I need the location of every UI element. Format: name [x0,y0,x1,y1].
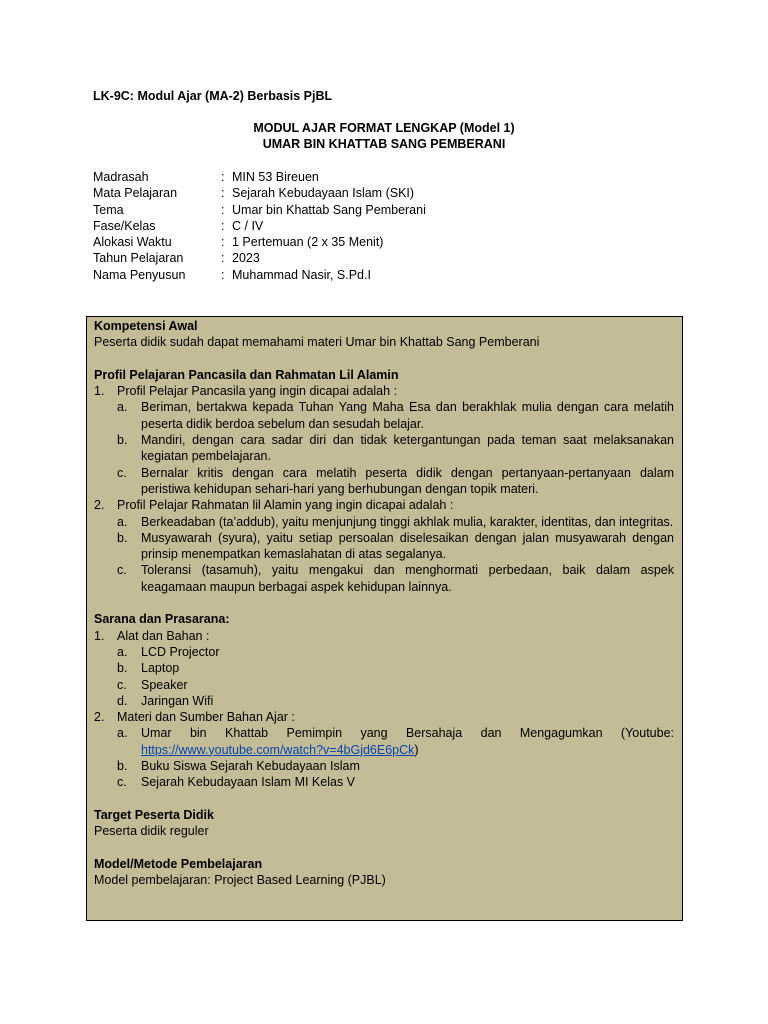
identity-key: Nama Penyusun [93,267,186,282]
identity-key: Madrasah [93,170,149,184]
list-item [94,628,674,644]
document-title [0,120,768,153]
section-heading-sarana: Sarana dan Prasarana: [94,612,230,627]
identity-value: Umar bin Khattab Sang Pemberani [232,202,426,217]
list-item-text: Materi dan Sumber Bahan Ajar : [117,710,295,725]
identity-separator: : [221,218,225,233]
sub-list-letter: c. [117,465,127,480]
sub-list-text: Beriman, bertakwa kepada Tuhan Yang Maha Esa dan berakhlak mulia dengan cara melatih peserta didik berdoa sebelum dan sesudah belajar. [141,400,674,431]
identity-row-author [93,267,426,283]
identity-separator: : [221,267,225,282]
list-item [94,497,674,513]
sub-list-text: Sejarah Kebudayaan Islam MI Kelas V [141,775,356,790]
sub-list-letter: a. [117,726,128,741]
sub-list-letter: b. [117,530,128,545]
sub-list-text: Bernalar kritis dengan cara melatih peserta didik dengan pertanyaan-pertanyaan dalam peristiwa kehidupan sehari-hari yang berhubungan dengan topik materi. [141,465,674,496]
identity-separator: : [221,251,225,266]
identity-row-school-year [93,250,426,266]
kompetensi-text: Peserta didik sudah dapat memahami materi Umar bin Khattab Sang Pemberani [94,335,540,350]
sub-list-letter: b. [117,661,128,676]
list-item [94,709,674,725]
sub-list-text: Mandiri, dengan cara sadar diri dan tidak ketergantungan pada teman saat melaksanakan kegiatan pembelajaran. [141,433,674,464]
sub-list-item [94,677,674,693]
identity-row-theme [93,202,426,218]
youtube-link[interactable]: https://www.youtube.com/watch?v=4bGjd6E6pCk [141,742,415,757]
resource-text: Umar bin Khattab Pemimpin yang Bersahaja dan Mengagumkan (Youtube: [141,726,674,741]
document-label: LK-9C: Modul Ajar (MA-2) Berbasis PjBL [93,89,333,103]
sub-list-letter: a. [117,514,128,529]
section-heading-target: Target Peserta Didik [94,807,214,822]
identity-key: Tema [93,202,124,217]
sub-list-text: Berkeadaban (ta’addub), yaitu menjunjung tinggi akhlak mulia, karakter, identitas, dan integritas. [141,514,674,529]
identity-value: C / IV [232,218,264,233]
sub-list-text: Jaringan Wifi [141,693,214,708]
sub-list-text: Speaker [141,677,188,692]
sub-list-item [94,725,674,758]
sub-list-text: LCD Projector [141,644,220,659]
sub-list-item [94,514,674,530]
identity-value: Sejarah Kebudayaan Islam (SKI) [232,186,415,201]
identity-value: 2023 [232,251,260,266]
list-item [94,383,674,399]
list-number: 1. [94,384,105,399]
list-number: 2. [94,498,105,513]
sub-list-text: Toleransi (tasamuh), yaitu mengakui dan menghormati perbedaan, baik dalam aspek keagamaan maupun berbagai aspek kehidupan lainnya. [141,563,674,594]
target-text: Peserta didik reguler [94,824,209,839]
sub-list-letter: a. [117,644,128,659]
title-line-1: MODUL AJAR FORMAT LENGKAP (Model 1) [253,121,515,135]
list-number: 1. [94,628,105,643]
section-heading-profil: Profil Pelajaran Pancasila dan Rahmatan Lil Alamin [94,367,399,382]
list-item-text: Profil Pelajar Rahmatan lil Alamin yang ingin dicapai adalah : [117,498,454,513]
identity-key: Tahun Pelajaran [93,251,184,266]
sub-list-item [94,660,674,676]
list-item-text: Profil Pelajar Pancasila yang ingin dicapai adalah : [117,384,398,399]
sub-list-letter: c. [117,563,127,578]
identity-key: Mata Pelajaran [93,186,178,201]
sub-list-item [94,644,674,660]
sub-list-item [94,562,674,595]
content-box [86,316,683,921]
identity-row-madrasah [93,169,426,185]
identity-table [93,169,426,283]
model-text: Model pembelajaran: Project Based Learning (PJBL) [94,873,386,888]
sub-list-letter: b. [117,433,128,448]
sub-list-letter: c. [117,775,127,790]
resource-text-close: ) [414,742,419,757]
identity-separator: : [221,186,225,201]
sub-list-item [94,693,674,709]
sub-list-item [94,774,674,790]
sub-list-item [94,530,674,563]
section-heading-model: Model/Metode Pembelajaran [94,856,263,871]
title-line-2: UMAR BIN KHATTAB SANG PEMBERANI [262,137,506,152]
sub-list-letter: a. [117,400,128,415]
sub-list-letter: b. [117,759,128,774]
identity-key: Fase/Kelas [93,218,156,233]
identity-row-phase-class [93,218,426,234]
sub-list-item [94,432,674,465]
sub-list-letter: d. [117,693,128,708]
sub-list-text [141,725,674,758]
sub-list-text: Laptop [141,661,180,676]
sub-list-item [94,465,674,498]
identity-value: Muhammad Nasir, S.Pd.I [232,267,371,282]
identity-value: 1 Pertemuan (2 x 35 Menit) [232,235,384,250]
identity-row-subject [93,185,426,201]
sub-list-item [94,399,674,432]
sub-list-letter: c. [117,677,127,692]
list-number: 2. [94,710,105,725]
identity-separator: : [221,170,225,184]
section-heading-kompetensi: Kompetensi Awal [94,319,198,333]
sub-list-text: Musyawarah (syura), yaitu setiap persoalan diselesaikan dengan jalan musyawarah dengan prinsip menempatkan kemaslahatan di atas segalanya. [141,530,674,562]
identity-separator: : [221,202,225,217]
list-item-text: Alat dan Bahan : [117,628,210,643]
identity-key: Alokasi Waktu [93,235,172,250]
identity-value: MIN 53 Bireuen [232,170,319,184]
sub-list-item [94,758,674,774]
sub-list-text: Buku Siswa Sejarah Kebudayaan Islam [141,759,360,774]
identity-separator: : [221,235,225,250]
identity-row-time-allocation [93,234,426,250]
